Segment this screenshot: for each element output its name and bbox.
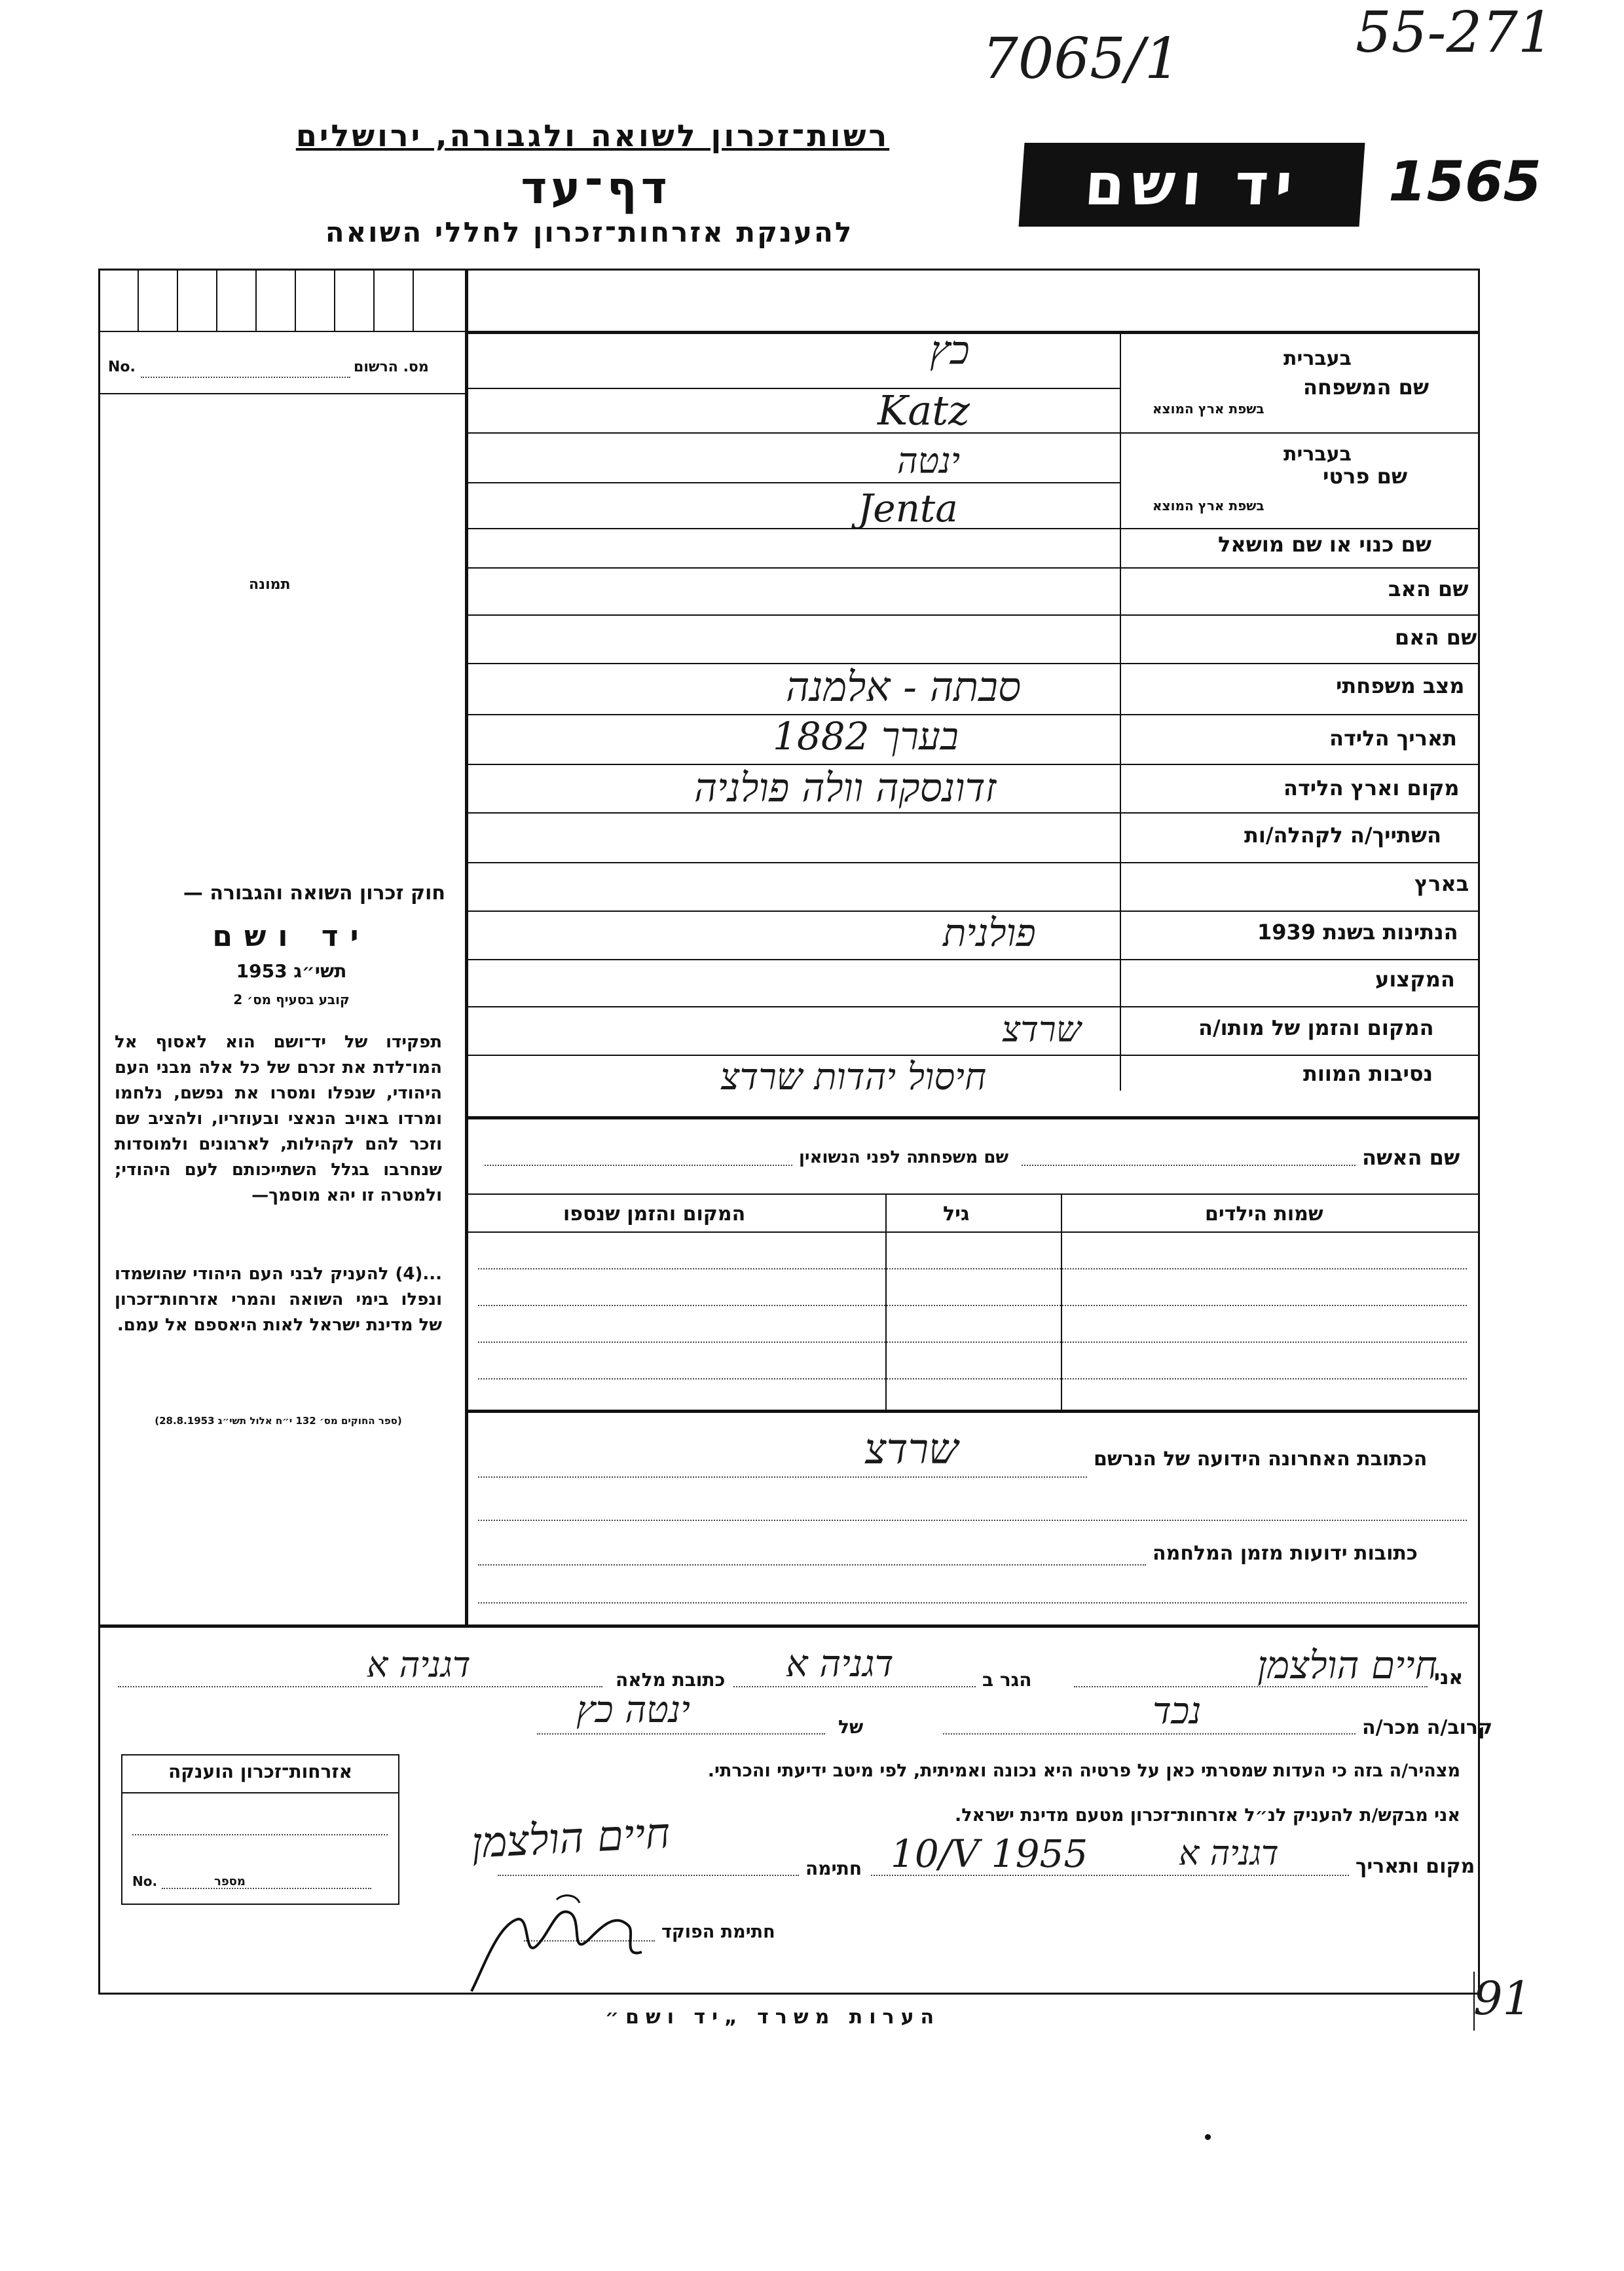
law-year: תשי״ג 1953 (236, 960, 347, 982)
declarant-name: חיים הולצמן (1257, 1643, 1437, 1687)
law-clause: קובע בסעיף מס׳ 2 (233, 992, 350, 1007)
death-circumstances-label: נסיבות המוות (1303, 1061, 1433, 1086)
request-text: אני מבקש/ת להעניק לנ״ל אזרחות־זכרון מטעם מדינת ישראל. (954, 1805, 1460, 1826)
law-title: חוק זכרון השואה והגבורה — (183, 882, 445, 905)
side-number: 91 (1473, 1972, 1532, 2025)
office-notes: הערות משרד „יד ושם״ (604, 2006, 941, 2029)
death-place-time-value: שרדצ (1002, 1009, 1081, 1050)
speck (1205, 2134, 1211, 2140)
of-value: ינטה כץ (576, 1689, 690, 1731)
declarant-signature: חיים הולצמן (470, 1809, 672, 1868)
community-label: השתייך/ה לקהלה/ות (1244, 823, 1442, 848)
country-label: בארץ (1414, 871, 1469, 896)
law-name: יד ושם (212, 920, 371, 953)
last-address-value: שרדצ (864, 1425, 959, 1474)
yad-vashem-logo (1019, 143, 1365, 227)
death-circumstances-value: חיסול יהדות שרדצ (720, 1056, 987, 1098)
logo-text: יד ושם (1082, 151, 1301, 218)
death-place-time-label: המקום והזמן של מותו/ה (1198, 1015, 1434, 1040)
first-name-orig-value: Jenta (858, 486, 958, 531)
form-title: דף־עד (521, 162, 671, 214)
first-name-label: שם פרטי (1323, 464, 1408, 489)
citizenship-box-no: No. (132, 1873, 158, 1889)
family-name-he-sublabel: בעברית (1283, 347, 1352, 370)
registration-label: מס. הרשום (354, 359, 429, 375)
law-paragraph-1: תפקידו של יד־ושם הוא לאסוף אל המו־לדת את זכרם של כל אלה מבני העם היהודי, שנפלו ומסרו את נפשם, נלחמו ומרדו באויב הנאצי ובעוזריו, ולהציב שם וזכר להם לקהילות, לארגונים ולמוסדות שנחרבו בגלל השתייכותם לעם היהודי; ולמטרה זו יהא מוסמך— (115, 1032, 442, 1205)
first-name-he-value: ינטה (897, 440, 960, 481)
spouse-maiden-label: שם משפחתה לפני הנשואין (799, 1148, 1009, 1167)
family-name-he-value: כץ (930, 328, 970, 373)
profession-label: המקצוע (1375, 967, 1455, 992)
children-place-header: המקום והזמן שנספו (563, 1203, 746, 1226)
law-paragraph-2: ...(4) להעניק לבני העם היהודי שהושמדו ונפלו בימי השואה והמרי אזרחות־זכרון של מדינת ישראל לאות היאספם אל עמם. (115, 1264, 442, 1335)
family-name-orig-sublabel: בשפת ארץ המוצא (1153, 401, 1264, 417)
birth-place-label: מקום וארץ הלידה (1283, 776, 1460, 800)
family-name-label: שם המשפחה (1303, 375, 1430, 400)
signature-label: חתימה (805, 1858, 862, 1879)
officer-signature-mark (458, 1886, 668, 2004)
address-value: דגניה א (367, 1644, 471, 1685)
children-age-header: גיל (943, 1203, 970, 1226)
marital-status-value: סבתה - אלמנה (786, 663, 1022, 711)
spouse-label: שם האשה (1362, 1145, 1460, 1170)
mother-name-label: שם האם (1395, 625, 1477, 650)
birth-place-value: זדונסקה וולה פולניה (694, 765, 997, 811)
citizenship-box-title: אזרחות־זכרון הוענקה (168, 1761, 352, 1782)
relative-value: נכד (1153, 1690, 1202, 1733)
marital-status-label: מצב משפחתי (1336, 673, 1465, 698)
authority-name: רשות־זכרון לשואה ולגבורה, ירושלים (295, 118, 890, 153)
citizenship-granted-box (121, 1754, 399, 1905)
relative-label: קרוב/ה מכר/ה (1362, 1716, 1493, 1739)
last-address-label: הכתובת האחרונה הידועה של הנרשם (1094, 1448, 1428, 1471)
resides-value: דגניה א (786, 1643, 894, 1685)
declarant-ani-label: אני (1434, 1666, 1464, 1689)
law-source: (ספר החוקים מס׳ 132 י״ח אלול תשי״ג 28.8.1953) (155, 1415, 402, 1427)
citizenship-1939-label: הנתינות בשנת 1939 (1257, 920, 1458, 945)
form-number: 1565 (1388, 149, 1541, 214)
place-value: דגניה א (1179, 1834, 1279, 1873)
declaration-text: מצהיר/ה בזה כי העדות שמסרתי כאן על פרטיה היא נכונה ואמיתית, לפי מיטב ידיעתי והכרתי. (707, 1761, 1460, 1781)
birth-date-value: בערך 1882 (773, 714, 959, 759)
father-name-label: שם האב (1388, 576, 1469, 601)
officer-signature-label: חתימת הפוקד (661, 1922, 775, 1942)
of-label: של (838, 1716, 864, 1738)
photo-label: תמונה (249, 576, 291, 593)
first-name-he-sublabel: בעברית (1283, 443, 1352, 466)
citizenship-box-number-label: מספר (214, 1875, 246, 1888)
address-label: כתובת מלאה (616, 1669, 726, 1691)
file-number: 7065/1 (982, 26, 1181, 92)
first-name-orig-sublabel: בשפת ארץ המוצא (1153, 498, 1264, 514)
form-subtitle: להענקת אזרחות־זכרון לחללי השואה (325, 216, 854, 248)
nickname-label: שם כנוי או שם מושאל (1218, 532, 1432, 557)
children-names-header: שמות הילדים (1205, 1203, 1323, 1226)
date-value: 10/V 1955 (891, 1831, 1088, 1876)
birth-date-label: תאריך הלידה (1329, 726, 1458, 751)
wartime-address-label: כתובות ידועות מזמן המלחמה (1153, 1542, 1418, 1565)
top-right-number: 55-271 (1356, 0, 1554, 66)
resides-label: הגר ב (982, 1669, 1032, 1691)
place-date-label: מקום ותאריך (1356, 1855, 1475, 1878)
citizenship-1939-value: פולנית (943, 910, 1036, 955)
family-name-orig-value: Katz (877, 386, 970, 434)
registration-no: No. (108, 359, 136, 375)
